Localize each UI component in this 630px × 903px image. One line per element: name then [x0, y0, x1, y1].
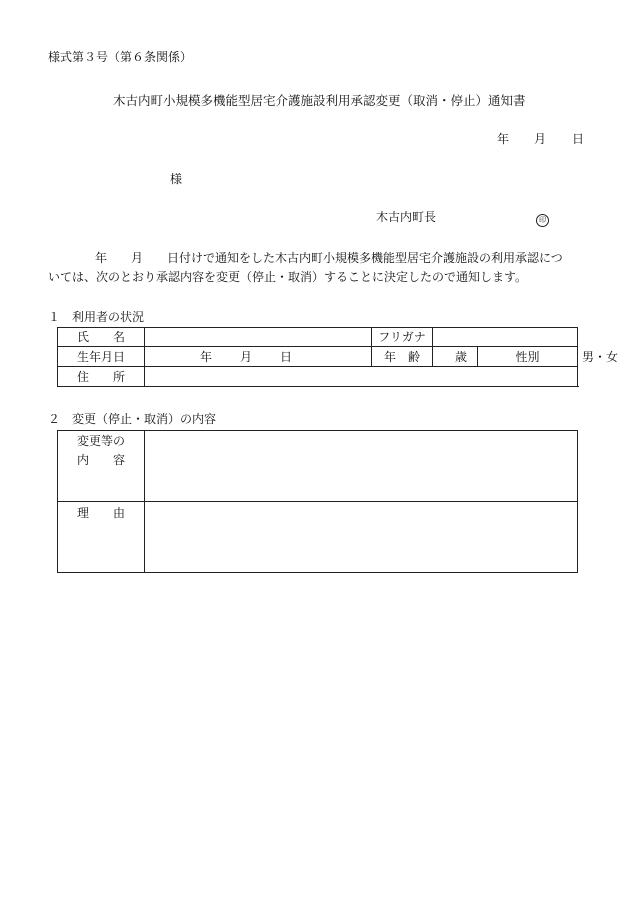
date-month: 月	[534, 132, 547, 146]
birth-month-unit: 月	[240, 349, 253, 364]
name-field[interactable]	[145, 328, 372, 347]
body-text-line-1: 年 月 日付けで通知をした木古内町小規模多機能型居宅介護施設の利用承認につ	[95, 251, 563, 265]
document-title: 木古内町小規模多機能型居宅介護施設利用承認変更（取消・停止）通知書	[113, 93, 526, 108]
birthdate-label: 生年月日	[58, 347, 145, 367]
seal-icon: 印	[536, 214, 549, 227]
change-content-label-line2: 内 容	[76, 453, 125, 467]
furigana-label: フリガナ	[372, 328, 433, 347]
address-field[interactable]	[145, 367, 578, 387]
birth-year-unit: 年	[200, 349, 213, 364]
birthdate-field[interactable]	[145, 347, 372, 367]
furigana-field[interactable]	[433, 328, 578, 347]
birth-day-unit: 日	[280, 349, 293, 364]
change-content-label-line1: 変更等の	[76, 434, 125, 448]
name-label: 氏 名	[58, 328, 145, 347]
section1-heading: １ 利用者の状況	[48, 310, 145, 324]
age-field[interactable]	[433, 347, 478, 367]
issuer-name: 木古内町長	[376, 210, 437, 224]
change-content-table	[57, 430, 578, 573]
reason-label: 理 由	[58, 502, 145, 573]
age-unit: 歳	[454, 349, 467, 364]
age-label: 年 齢	[372, 347, 433, 367]
date-year: 年	[497, 132, 510, 146]
recipient-suffix: 様	[170, 172, 183, 186]
section2-heading: ２ 変更（停止・取消）の内容	[48, 412, 217, 426]
body-text-line-2: いては、次のとおり承認内容を変更（停止・取消）することに決定したので通知します。	[48, 270, 528, 284]
address-label: 住 所	[58, 367, 145, 387]
change-content-label	[58, 431, 145, 502]
user-status-table: 氏 名 フリガナ 生年月日 年 月 日 年 齢 歳 性別 男・女 住 所	[57, 327, 578, 387]
form-number: 様式第３号（第６条関係）	[48, 50, 193, 64]
date-day: 日	[572, 132, 585, 146]
change-content-field[interactable]	[145, 431, 578, 502]
seal-mark	[536, 210, 549, 227]
gender-label: 性別	[478, 347, 578, 367]
reason-field[interactable]	[145, 502, 578, 573]
